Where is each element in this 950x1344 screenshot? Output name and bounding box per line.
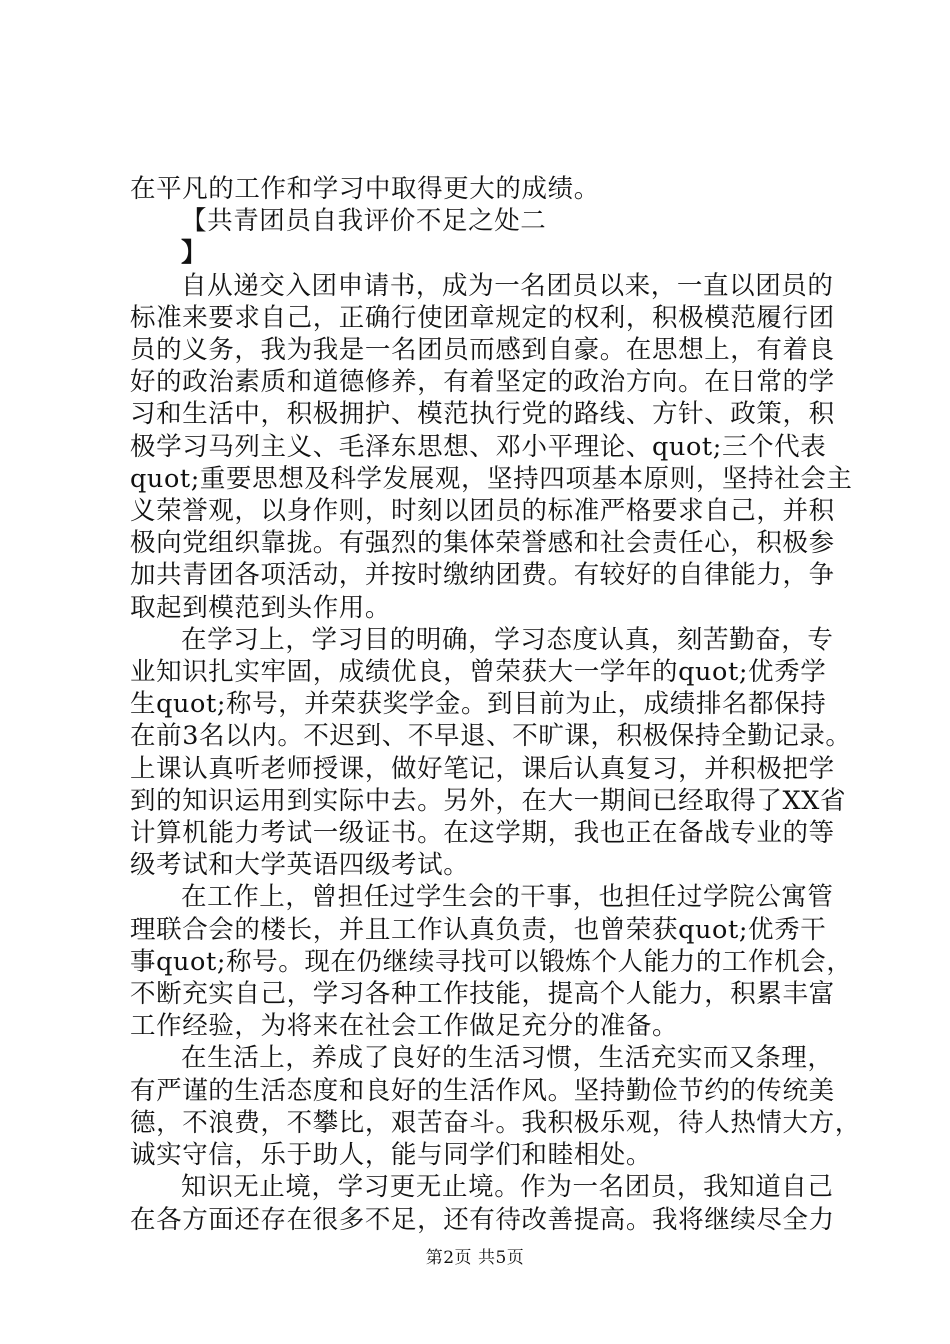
text-line: 好的政治素质和道德修养，有着坚定的政治方向。在日常的学 <box>130 367 835 398</box>
paragraph-first-line: 知识无止境，学习更无止境。作为一名团员，我知道自己 <box>181 1172 834 1203</box>
text-line: 计算机能力考试一级证书。在这学期，我也正在备战专业的等 <box>130 818 835 849</box>
text-line: 习和生活中，积极拥护、模范执行党的路线、方针、政策，积 <box>130 399 835 430</box>
section-heading: 【共青团员自我评价不足之处二 <box>181 206 547 237</box>
text-line: 不断充实自己，学习各种工作技能，提高个人能力，积累丰富 <box>130 979 835 1010</box>
text-line: 取起到模范到头作用。 <box>130 592 392 623</box>
text-line: 到的知识运用到实际中去。另外，在大一期间已经取得了XX省 <box>130 785 847 816</box>
text-line: 业知识扎实牢固，成绩优良，曾荣获大一学年的quot;优秀学 <box>130 657 827 688</box>
text-line: 理联合会的楼长，并且工作认真负责，也曾荣获quot;优秀干 <box>130 914 827 945</box>
text-line: quot;重要思想及科学发展观，坚持四项基本原则，坚持社会主 <box>130 463 853 494</box>
section-heading-close: 】 <box>181 238 208 269</box>
text-line: 事quot;称号。现在仍继续寻找可以锻炼个人能力的工作机会， <box>130 946 853 977</box>
text-line: 极学习马列主义、毛泽东思想、邓小平理论、quot;三个代表 <box>130 431 827 462</box>
text-line: 极向党组织靠拢。有强烈的集体荣誉感和社会责任心，积极参 <box>130 528 835 559</box>
page-footer: 第2页 共5页 <box>425 1248 525 1268</box>
paragraph-first-line: 在生活上，养成了良好的生活习惯，生活充实而又条理， <box>181 1043 834 1074</box>
text-line: 在前3名以内。不迟到、不早退、不旷课，积极保持全勤记录。 <box>130 721 852 752</box>
text-line: 上课认真听老师授课，做好笔记，课后认真复习，并积极把学 <box>130 753 835 784</box>
text-line: 义荣誉观，以身作则，时刻以团员的标准严格要求自己，并积 <box>130 496 835 527</box>
text-line: 有严谨的生活态度和良好的生活作风。坚持勤俭节约的传统美 <box>130 1075 835 1106</box>
text-line: 加共青团各项活动，并按时缴纳团费。有较好的自律能力，争 <box>130 560 835 591</box>
text-line: 级考试和大学英语四级考试。 <box>130 850 470 881</box>
text-line: 在各方面还存在很多不足，还有待改善提高。我将继续尽全力 <box>130 1204 835 1235</box>
text-line: 德，不浪费，不攀比，艰苦奋斗。我积极乐观，待人热情大方， <box>130 1107 861 1138</box>
text-line: 在平凡的工作和学习中取得更大的成绩。 <box>130 174 600 204</box>
text-line: 生quot;称号，并荣获奖学金。到目前为止，成绩排名都保持 <box>130 689 827 720</box>
text-line: 诚实守信，乐于助人，能与同学们和睦相处。 <box>130 1140 653 1171</box>
text-line: 标准来要求自己，正确行使团章规定的权利，积极模范履行团 <box>130 302 835 333</box>
text-line: 员的义务，我为我是一名团员而感到自豪。在思想上，有着良 <box>130 335 835 366</box>
paragraph-first-line: 在工作上，曾担任过学生会的干事，也担任过学院公寓管 <box>181 882 834 913</box>
text-line: 工作经验，为将来在社会工作做足充分的准备。 <box>130 1011 679 1042</box>
document-body <box>130 173 861 1236</box>
paragraph-first-line: 自从递交入团申请书，成为一名团员以来，一直以团员的 <box>181 270 834 301</box>
paragraph-first-line: 在学习上，学习目的明确，学习态度认真，刻苦勤奋，专 <box>181 624 834 655</box>
